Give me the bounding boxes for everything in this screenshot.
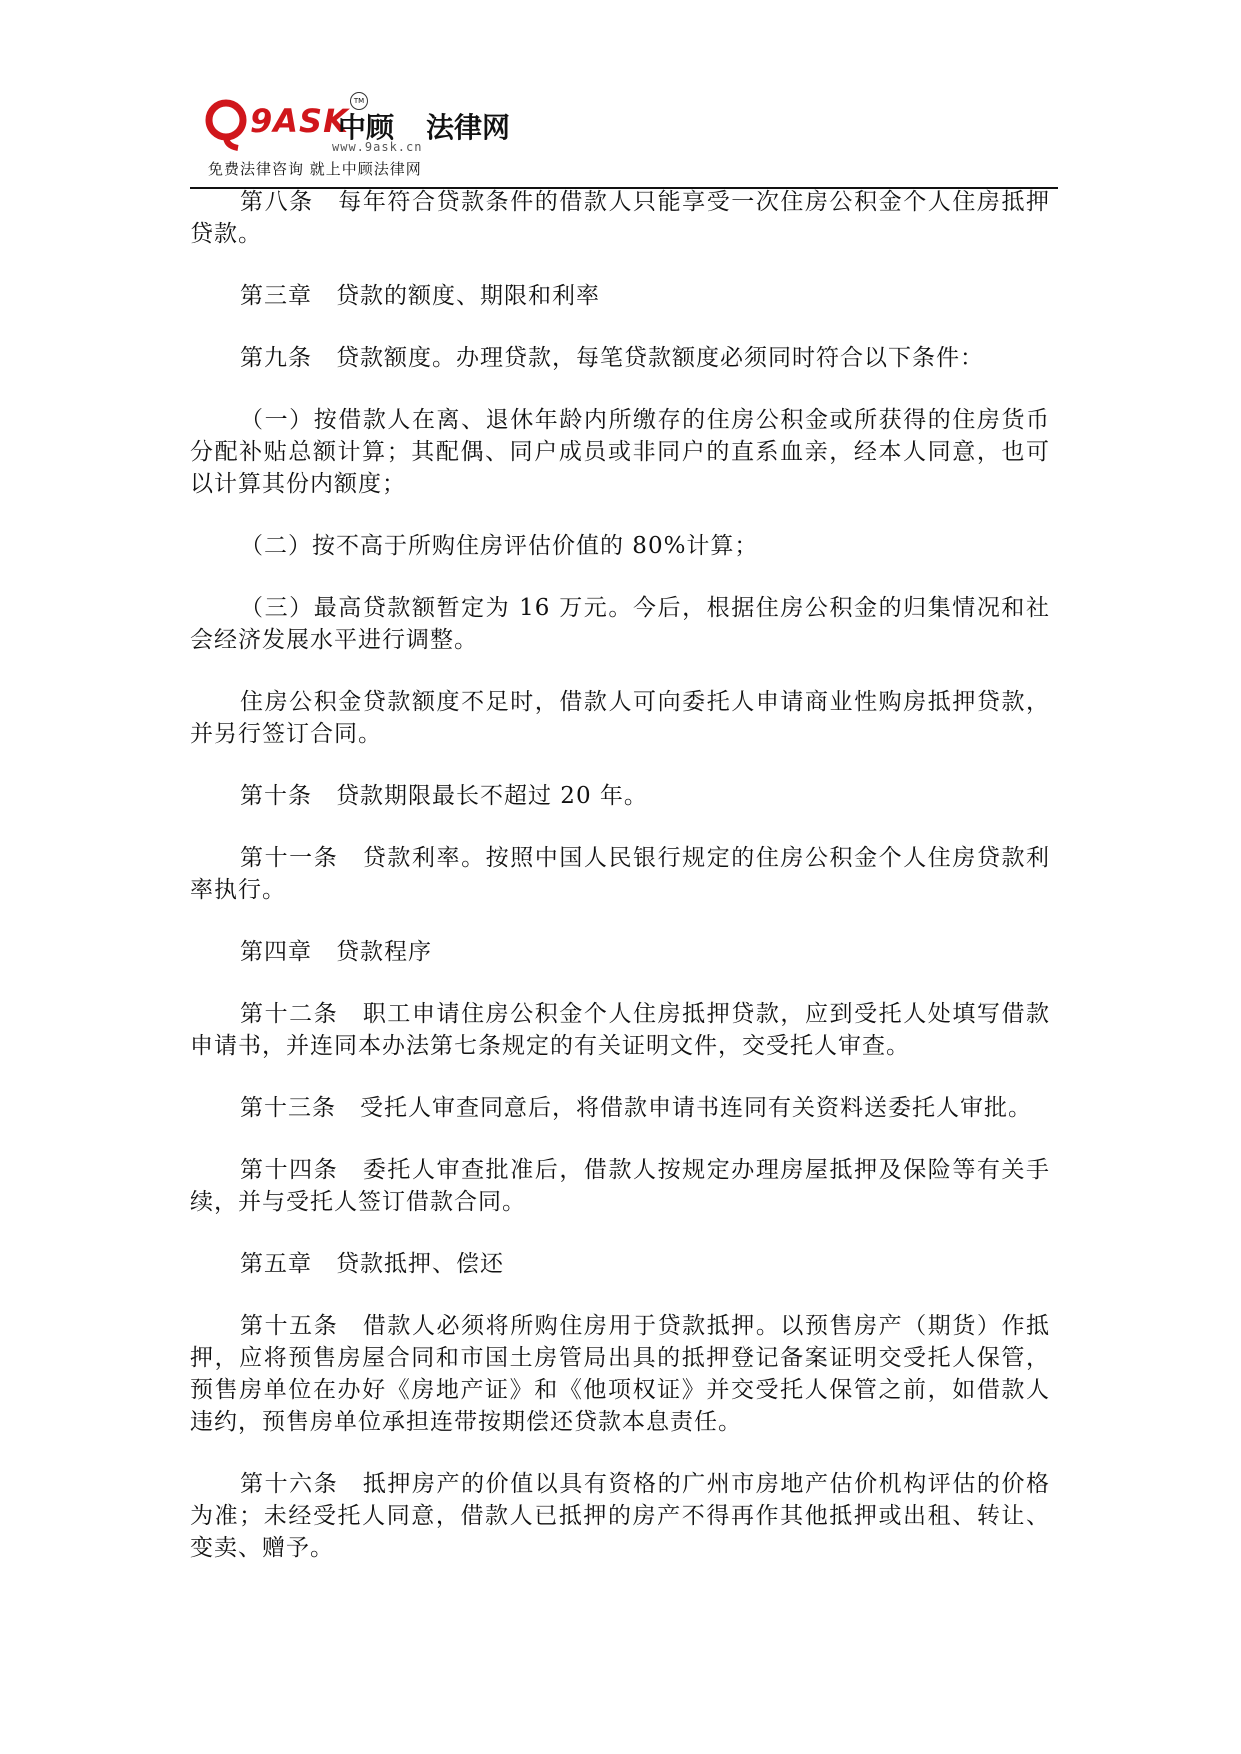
document-body bbox=[190, 186, 1050, 1594]
paragraph-article-15: 第十五条 借款人必须将所购住房用于贷款抵押。以预售房产（期货）作抵押，应将预售房屋合同和市国土房管局出具的抵押登记备案证明交受托人保管，预售房单位在办好《房地产证》和《他项权证》并交受托人保管之前，如借款人违约，预售房单位承担连带按期偿还贷款本息责任。 bbox=[190, 1313, 1050, 1435]
paragraph-article-11: 第十一条 贷款利率。按照中国人民银行规定的住房公积金个人住房贷款利率执行。 bbox=[190, 845, 1050, 903]
site-slogan: 免费法律咨询 就上中顾法律网 bbox=[208, 160, 422, 178]
site-header bbox=[190, 88, 1060, 188]
paragraph-article-10: 第十条 贷款期限最长不超过 20 年。 bbox=[240, 783, 648, 809]
paragraph-loan-shortfall: 住房公积金贷款额度不足时，借款人可向委托人申请商业性购房抵押贷款，并另行签订合同。 bbox=[190, 689, 1050, 747]
paragraph-article-9: 第九条 贷款额度。办理贷款，每笔贷款额度必须同时符合以下条件： bbox=[240, 345, 984, 371]
heading-chapter-3: 第三章 贷款的额度、期限和利率 bbox=[240, 283, 600, 309]
paragraph-article-13: 第十三条 受托人审查同意后，将借款申请书连同有关资料送委托人审批。 bbox=[240, 1095, 1032, 1121]
paragraph-article-16: 第十六条 抵押房产的价值以具有资格的广州市房地产估价机构评估的价格为准；未经受托人同意，借款人已抵押的房产不得再作其他抵押或出租、转让、变卖、赠予。 bbox=[190, 1471, 1050, 1561]
paragraph-item-1: （一）按借款人在离、退休年龄内所缴存的住房公积金或所获得的住房货币分配补贴总额计算；其配偶、同户成员或非同户的直系血亲，经本人同意，也可以计算其份内额度； bbox=[190, 407, 1050, 497]
paragraph-item-3: （三）最高贷款额暂定为 16 万元。今后，根据住房公积金的归集情况和社会经济发展水平进行调整。 bbox=[190, 595, 1050, 653]
paragraph-article-8: 第八条 每年符合贷款条件的借款人只能享受一次住房公积金个人住房抵押贷款。 bbox=[190, 189, 1050, 247]
brand-name-cn: 中顾 bbox=[338, 111, 395, 144]
paragraph-article-14: 第十四条 委托人审查批准后，借款人按规定办理房屋抵押及保险等有关手续，并与受托人签订借款合同。 bbox=[190, 1157, 1050, 1215]
paragraph-item-2: （二）按不高于所购住房评估价值的 80%计算； bbox=[240, 533, 759, 559]
brand-name-law: 法律网 bbox=[426, 111, 511, 144]
trademark-icon: TM bbox=[350, 92, 368, 110]
heading-chapter-5: 第五章 贷款抵押、偿还 bbox=[240, 1251, 504, 1277]
site-url: www.9ask.cn bbox=[332, 140, 423, 154]
paragraph-article-12: 第十二条 职工申请住房公积金个人住房抵押贷款，应到受托人处填写借款申请书，并连同本办法第七条规定的有关证明文件，交受托人审查。 bbox=[190, 1001, 1050, 1059]
logo-text: 9ASK bbox=[250, 102, 349, 140]
heading-chapter-4: 第四章 贷款程序 bbox=[240, 939, 432, 965]
